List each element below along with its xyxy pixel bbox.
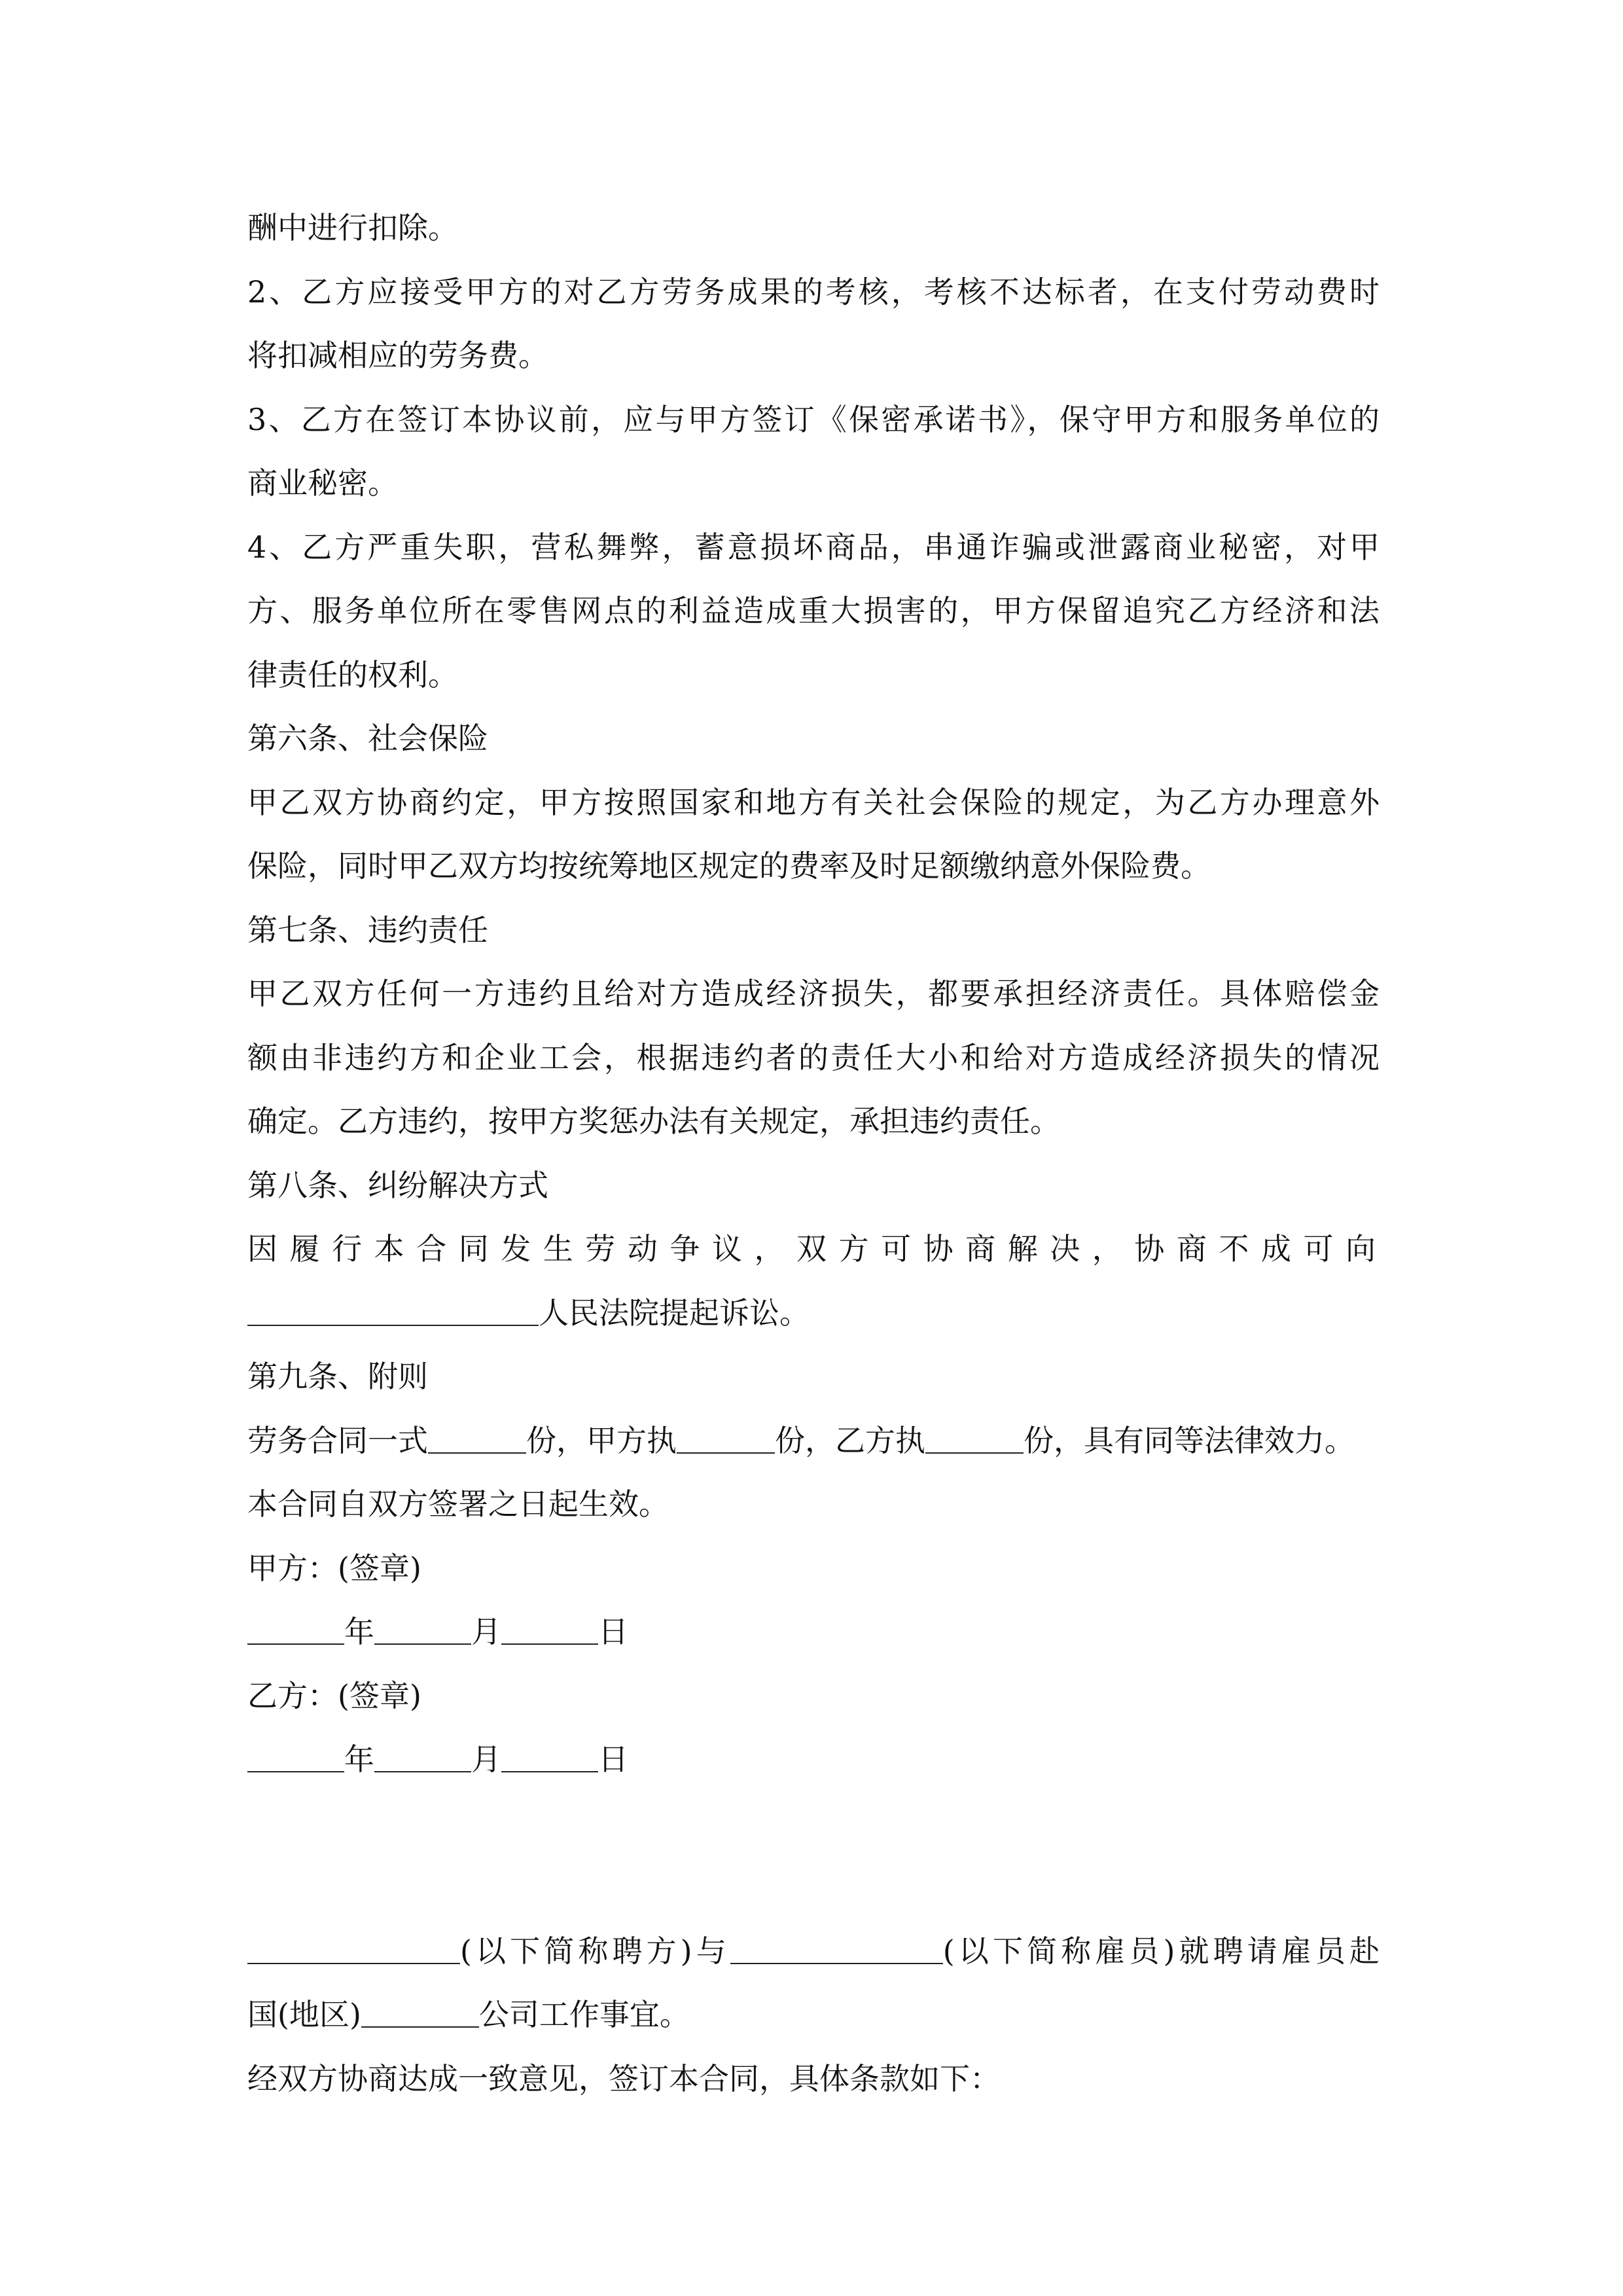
clause-item-3: 3、乙方在签订本协议前，应与甲方签订《保密承诺书》，保守甲方和服务单位的 (247, 401, 1380, 437)
section-heading-8: 第八条、纠纷解决方式 (247, 1167, 548, 1203)
location-text-a: 国(地区) (247, 1997, 361, 2032)
day-blank (501, 1617, 598, 1645)
copies-text-b: 份，甲方执 (526, 1422, 677, 1458)
employee-blank (730, 1937, 943, 1964)
party-a-signature: 甲方：(签章) (247, 1550, 421, 1586)
month-blank (374, 1617, 471, 1645)
party-a-date (247, 1600, 1380, 1664)
court-line-text: 人民法院提起诉讼。 (539, 1295, 810, 1331)
copies-text-c: 份，乙方执 (775, 1422, 925, 1458)
year-label: 年 (344, 1742, 374, 1777)
paragraph-line: 确定。乙方违约，按甲方奖惩办法有关规定，承担违约责任。 (247, 1103, 1060, 1139)
company-blank (361, 2000, 479, 2028)
location-text-b: 公司工作事宜。 (478, 1997, 690, 2032)
year-blank (247, 1617, 344, 1645)
section-gap (247, 1792, 1380, 1920)
section-heading-7: 第七条、违约责任 (247, 912, 488, 948)
employment-intro-line (247, 1920, 1380, 1984)
day-blank (501, 1745, 598, 1772)
day-label: 日 (598, 1742, 628, 1777)
contract-text (247, 196, 1380, 2111)
copies-text-a: 劳务合同一式 (247, 1422, 428, 1458)
month-blank (374, 1745, 471, 1772)
paragraph-line: 保险，同时甲乙双方均按统筹地区规定的费率及时足额缴纳意外保险费。 (247, 848, 1211, 884)
clause-item-2: 2、乙方应接受甲方的对乙方劳务成果的考核，考核不达标者，在支付劳动费时 (247, 274, 1380, 310)
paragraph-line: 额由非违约方和企业工会，根据违约者的责任大小和给对方造成经济损失的情况 (247, 1039, 1380, 1075)
copies-line (247, 1409, 1380, 1473)
paragraph-line: 将扣减相应的劳务费。 (247, 338, 548, 373)
party-b-date (247, 1728, 1380, 1792)
paragraph-line: 甲乙双方协商约定，甲方按照国家和地方有关社会保险的规定，为乙方办理意外 (247, 784, 1380, 820)
year-label: 年 (344, 1614, 374, 1649)
paragraph-line: 因履行本合同发生劳动争议，双方可协商解决，协商不成可向 (247, 1231, 1380, 1266)
intro-text-a: (以下简称聘方)与 (460, 1933, 730, 1969)
paragraph-line: 经双方协商达成一致意见，签订本合同，具体条款如下： (247, 2060, 1000, 2096)
section-heading-6: 第六条、社会保险 (247, 721, 488, 756)
party-b-signature: 乙方：(签章) (247, 1677, 421, 1713)
month-label: 月 (471, 1742, 501, 1777)
employment-location-line (247, 1983, 1380, 2047)
day-label: 日 (598, 1614, 628, 1649)
copies-total-blank (428, 1426, 526, 1454)
intro-text-b: (以下简称雇员)就聘请雇员赴 (942, 1933, 1380, 1969)
clause-item-4: 4、乙方严重失职，营私舞弊，蓄意损坏商品，串通诈骗或泄露商业秘密，对甲 (247, 529, 1380, 565)
copies-text-d: 份，具有同等法律效力。 (1024, 1422, 1355, 1458)
paragraph-line: 商业秘密。 (247, 465, 398, 501)
court-line (247, 1282, 1380, 1346)
copies-party-b-blank (925, 1426, 1024, 1454)
paragraph-line: 酬中进行扣除。 (247, 210, 458, 245)
paragraph-line: 甲乙双方任何一方违约且给对方造成经济损失，都要承担经济责任。具体赔偿金 (247, 976, 1380, 1011)
month-label: 月 (471, 1614, 501, 1649)
paragraph-line: 律责任的权利。 (247, 656, 458, 692)
paragraph-line: 本合同自双方签署之日起生效。 (247, 1486, 669, 1522)
court-name-blank (247, 1299, 539, 1326)
copies-party-a-blank (677, 1426, 775, 1454)
paragraph-line: 方、服务单位所在零售网点的利益造成重大损害的，甲方保留追究乙方经济和法 (247, 593, 1380, 628)
employer-blank (247, 1937, 460, 1964)
section-heading-9: 第九条、附则 (247, 1359, 428, 1394)
year-blank (247, 1745, 344, 1772)
